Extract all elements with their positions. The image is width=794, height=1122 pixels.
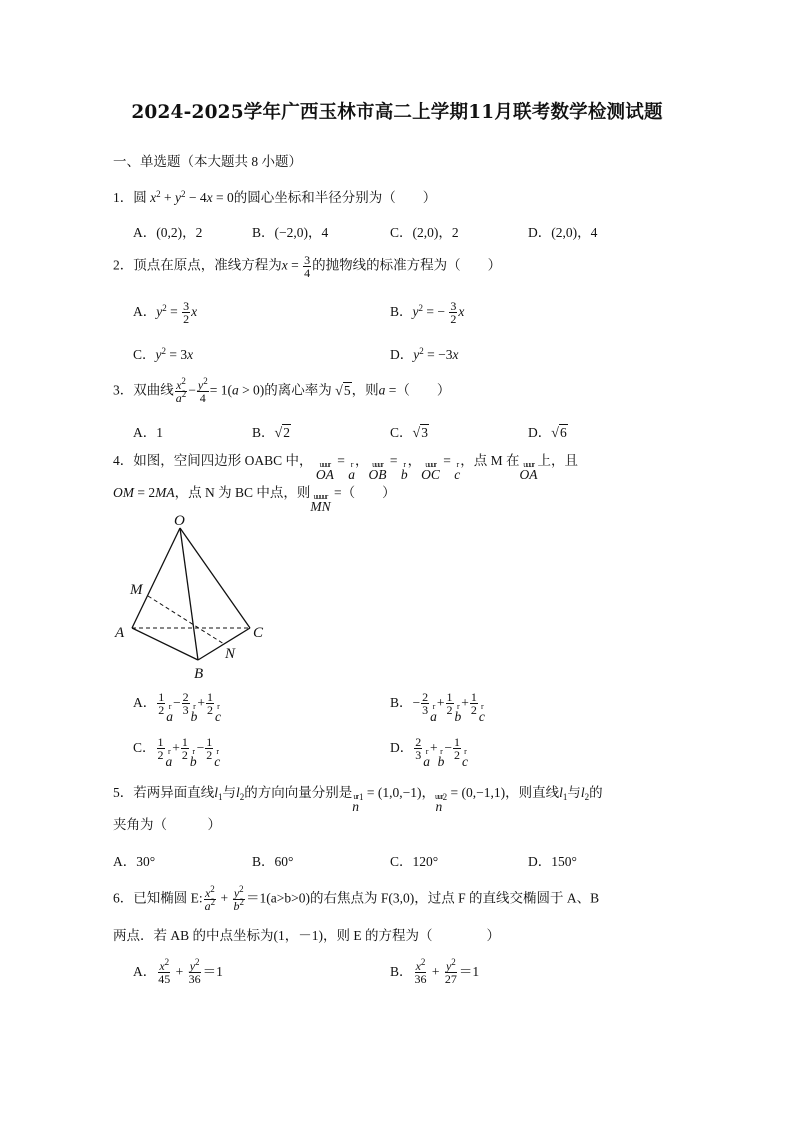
question-3: 3．双曲线 $\frac{x^2}{a^2}$ − $\frac{y^2}{4}$ = 1(a > 0)的离心率为 √5，则a =（ ）	[113, 376, 451, 405]
option-label: D．	[528, 225, 552, 240]
option-a	[133, 421, 163, 441]
q3-mid: 的离心率为	[264, 382, 332, 398]
option-b: B．$y^2$ = − $\frac{3}{2}$ x	[390, 299, 465, 327]
question-4-line2: OM = 2MA，点 N 为 BC 中点，则 uuuur MN =（ ）	[113, 485, 396, 514]
option-label: B．	[390, 964, 413, 979]
question-number: 5．	[113, 785, 134, 800]
option-c: C． $\frac{1}{2}$ r a + $\frac{1}{2}$ r b − $\frac{1}{2}$ r c	[133, 735, 221, 769]
option-label: A．	[133, 964, 157, 979]
question-number: 2．	[113, 257, 134, 273]
option-label: C．	[390, 425, 413, 440]
q4-line1a: 如图，空间四边形 OABC 中，	[133, 453, 313, 468]
q5-tail: ，则直线	[505, 785, 560, 800]
option-label: B．	[252, 225, 275, 240]
label-m: M	[130, 582, 143, 598]
option-b: B．60°	[252, 854, 294, 869]
label-b: B	[194, 666, 204, 682]
question-number: 6．	[113, 890, 134, 906]
option-label: B．	[390, 304, 413, 319]
section-heading: 一、单选题（本大题共 8 小题）	[113, 154, 302, 169]
q6-tail: ＝1(a>b>0)的右焦点为 F(3,0)，过点 F 的直线交椭圆于 A、B	[246, 890, 600, 906]
label-c: C	[253, 625, 264, 641]
option-text: ，2	[438, 225, 459, 240]
q4-line2b: （ ）	[341, 485, 396, 500]
question-6-line2: 两点．若 AB 的中点坐标为(1，－1)，则 E 的方程为（ ）	[113, 928, 500, 943]
q2-lead: 顶点在原点，准线方程为	[133, 257, 282, 273]
q2-tail: 的抛物线的标准方程为（ ）	[312, 257, 502, 273]
option-label: A．	[133, 304, 157, 319]
q3-tail: ，则	[351, 382, 379, 398]
option-label: A．	[133, 695, 157, 710]
question-number: 1．	[113, 190, 134, 205]
question-number: 3．	[113, 382, 134, 398]
q3-end: （ ）	[396, 382, 451, 398]
option-label: A．	[133, 425, 157, 440]
option-a: A． $\frac{x^2}{45}$ + $\frac{y^2}{36}$ ＝1	[133, 957, 223, 987]
option-c: C．120°	[390, 854, 439, 869]
q5-mid: 的方向向量分别是	[244, 785, 353, 800]
question-5-line2: 夹角为（ ）	[113, 817, 221, 832]
option-label: D．	[390, 347, 414, 362]
option-a: A．30°	[113, 854, 156, 869]
option-d: D． $\frac{2}{3}$ r a + r b − $\frac{1}{2}$ r c	[390, 735, 468, 769]
option-a: A．$y^2$ = $\frac{3}{2}$ x	[133, 299, 198, 327]
q5-lead: 若两异面直线	[133, 785, 215, 800]
option-a: A． $\frac{1}{2}$ r a − $\frac{2}{3}$ r b + $\frac{1}{2}$ r c	[133, 690, 221, 724]
option-b: B． $\frac{x^2}{36}$ + $\frac{y^2}{27}$ ＝1	[390, 957, 480, 987]
q1-formula: $x^2 + y^2 - 4x = 0$	[150, 189, 234, 205]
question-number: 4．	[113, 453, 134, 468]
option-label: C．	[133, 740, 156, 755]
q1-lead: 圆	[133, 190, 147, 205]
question-5: 5．若两异面直线$l_1$与$l_2$的方向向量分别是 ur n $_1$ = (1,0,−1)， uur n $_2$ = (0,−1,1)，则直线$l_1$与$l_2$的	[113, 785, 603, 814]
option-label: D．	[528, 425, 552, 440]
option-c: C．$y^2 = 3x$	[133, 346, 194, 362]
question-1	[113, 188, 436, 208]
option-d: D．(2,0)，4	[528, 225, 598, 240]
option-d: D．√6	[528, 425, 567, 441]
option-c: C．(2,0)，2	[390, 225, 459, 240]
option-label: B．	[390, 695, 413, 710]
label-a: A	[115, 625, 125, 641]
q3-lead: 双曲线	[133, 382, 174, 398]
q4-line2a: ，点 N 为 BC 中点，则	[174, 485, 311, 500]
option-a: A．(0,2)，2	[133, 225, 203, 240]
question-4: 4．如图，空间四边形 OABC 中， uuur OA = r a ， uuur OB = r b ， uuur OC = r c ，点 M 在 uuur OA 上，且	[113, 453, 579, 482]
option-b: B．√2	[252, 425, 290, 441]
label-o: O	[174, 513, 185, 529]
option-b: B．(−2,0)，4	[252, 225, 329, 240]
q4-line1b: ，点 M 在	[460, 453, 520, 468]
option-text: ，4	[577, 225, 598, 240]
fraction: $\frac{3}{4}$	[304, 253, 311, 280]
label-n: N	[225, 646, 236, 662]
option-label: A．	[133, 225, 157, 240]
option-label: C．	[390, 225, 413, 240]
option-c: C．√3	[390, 425, 428, 441]
q6-lead: 已知椭圆 E:	[133, 890, 203, 906]
q4-line1c: 上，且	[537, 453, 579, 468]
option-label: C．	[133, 347, 156, 362]
tetrahedron-figure	[110, 510, 280, 685]
option-text: ，2	[182, 225, 203, 240]
option-b: B．− $\frac{2}{3}$ r a + $\frac{1}{2}$ r b + $\frac{1}{2}$ r c	[390, 690, 485, 724]
question-2: 2．顶点在原点，准线方程为x = $\frac{3}{4}$ 的抛物线的标准方程为（ ）	[113, 253, 502, 280]
option-label: D．	[390, 740, 414, 755]
option-text: 1	[156, 425, 163, 440]
option-d: D．150°	[528, 854, 577, 869]
q1-tail: 的圆心坐标和半径分别为（ ）	[233, 190, 437, 205]
option-label: B．	[252, 425, 275, 440]
question-6: 6．已知椭圆 E: $\frac{x^2}{a^2}$ + $\frac{y^2}{b^2}$ ＝1(a>b>0)的右焦点为 F(3,0)，过点 F 的直线交椭圆于 A、B	[113, 884, 600, 913]
option-text: ，4	[308, 225, 329, 240]
option-d: D．$y^2 = -3x$	[390, 346, 459, 362]
page-title: 2024-2025学年广西玉林市高二上学期11月联考数学检测试题	[131, 102, 663, 123]
